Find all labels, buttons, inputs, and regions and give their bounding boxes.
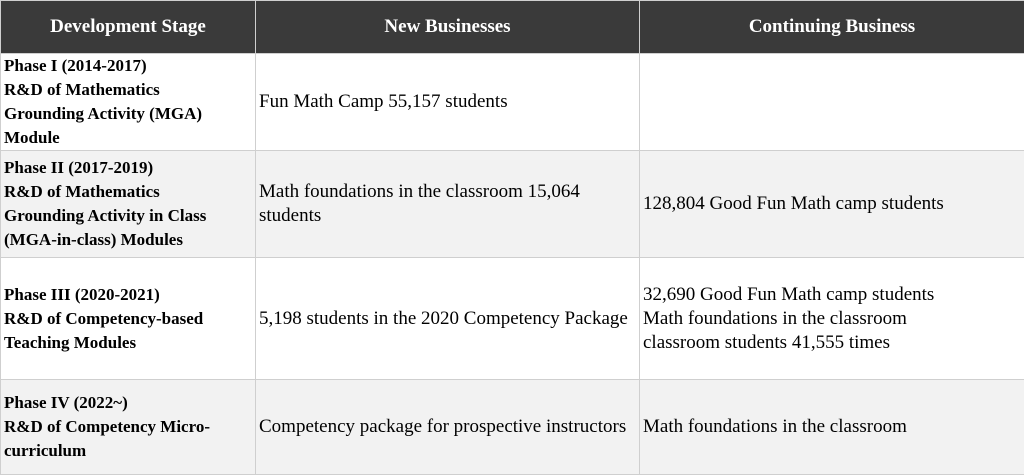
header-development-stage: Development Stage — [1, 1, 256, 54]
stage-line: Phase I (2014-2017) — [4, 54, 252, 78]
continuing-business-cell — [640, 258, 1024, 380]
continuing-business-cell: Math foundations in the classroom — [640, 380, 1024, 475]
stage-line: R&D of Mathematics — [4, 180, 252, 204]
stage-line: Teaching Modules — [4, 331, 252, 355]
stage-line: R&D of Competency Micro- — [4, 415, 252, 439]
header-row — [1, 1, 1024, 54]
stage-cell — [1, 151, 256, 258]
header-new-businesses: New Businesses — [256, 1, 640, 54]
table-row — [1, 258, 1024, 380]
stage-line: (MGA-in-class) Modules — [4, 228, 252, 252]
new-business-cell: Competency package for prospective instructors — [256, 380, 640, 475]
new-business-cell: 5,198 students in the 2020 Competency Package — [256, 258, 640, 380]
stage-line: Grounding Activity in Class — [4, 204, 252, 228]
stage-line: Phase IV (2022~) — [4, 391, 252, 415]
table-row — [1, 151, 1024, 258]
stage-line: Phase II (2017-2019) — [4, 156, 252, 180]
stage-line: R&D of Mathematics — [4, 78, 252, 102]
stage-line: Module — [4, 126, 252, 150]
new-business-cell: Fun Math Camp 55,157 students — [256, 54, 640, 151]
stage-line: Grounding Activity (MGA) — [4, 102, 252, 126]
continuing-line: 32,690 Good Fun Math camp students — [643, 283, 1021, 307]
stage-cell — [1, 380, 256, 475]
table-row — [1, 380, 1024, 475]
continuing-line: classroom students 41,555 times — [643, 331, 1021, 355]
table-row — [1, 54, 1024, 151]
new-business-cell: Math foundations in the classroom 15,064 students — [256, 151, 640, 258]
continuing-business-cell: 128,804 Good Fun Math camp students — [640, 151, 1024, 258]
header-continuing-business: Continuing Business — [640, 1, 1024, 54]
stage-line: Phase III (2020-2021) — [4, 283, 252, 307]
stage-cell — [1, 258, 256, 380]
stage-line: R&D of Competency-based — [4, 307, 252, 331]
continuing-line: Math foundations in the classroom — [643, 307, 1021, 331]
stage-line: curriculum — [4, 439, 252, 463]
stage-cell — [1, 54, 256, 151]
continuing-business-cell — [640, 54, 1024, 151]
